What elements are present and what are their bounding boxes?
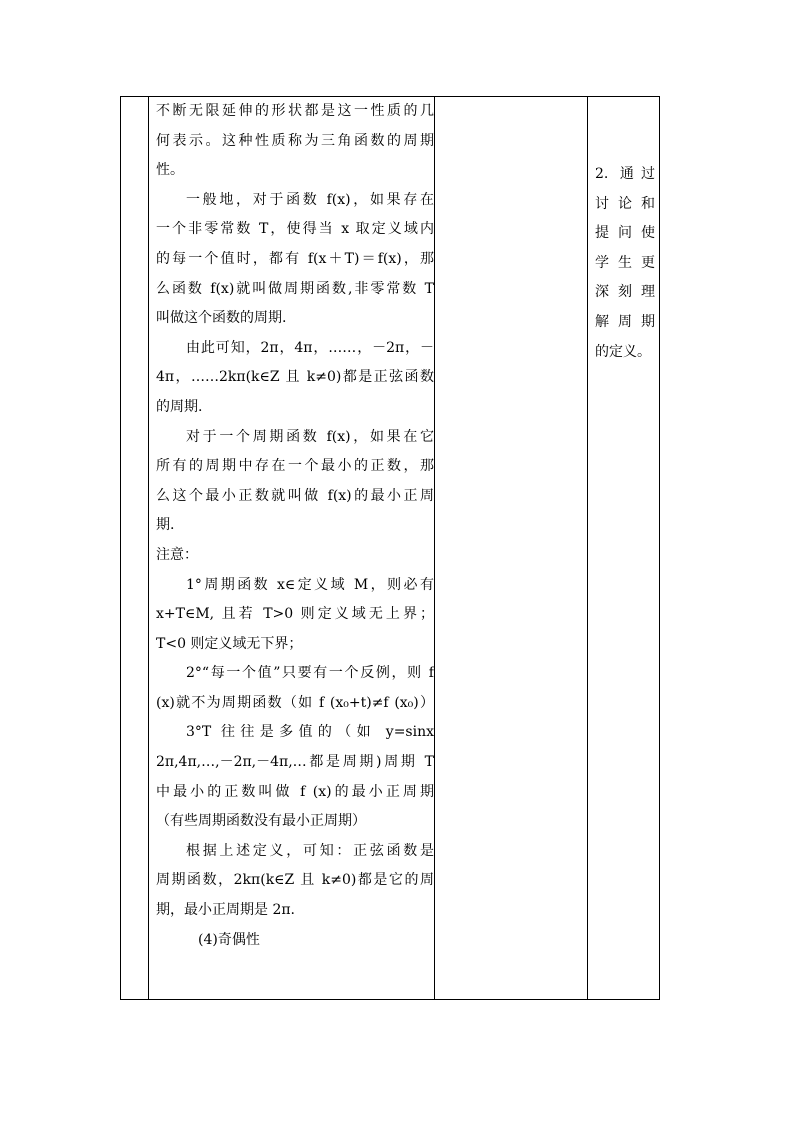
note-line: 的定义。 — [595, 343, 651, 360]
column-divider-2 — [434, 97, 435, 999]
note-line: 解周期 — [595, 313, 655, 330]
text-line: 么这个最小正数就叫做 f(x)的最小正周 — [156, 487, 434, 504]
text-line: 的周期. — [156, 398, 203, 415]
note-line: 学生更 — [595, 254, 655, 271]
text-line: 4π，……2kπ(k∈Z 且 k≠0)都是正弦函数 — [156, 369, 434, 386]
text-line: 么函数 f(x)就叫做周期函数,非零常数 T — [156, 280, 434, 297]
text-line: 由此可知，2π，4π，……，－2π，－ — [186, 339, 434, 356]
text-line: 性。 — [156, 162, 184, 179]
text-line: 对于一个周期函数 f(x)，如果在它 — [186, 428, 434, 445]
text-line: 的每一个值时，都有 f(x＋T)＝f(x)，那 — [156, 250, 434, 267]
text-line: （有些周期函数没有最小正周期） — [156, 813, 366, 830]
text-line: 不断无限延伸的形状都是这一性质的几 — [156, 103, 434, 119]
text-line: 何表示。这种性质称为三角函数的周期 — [156, 132, 434, 149]
text-line: 一般地，对于函数 f(x)，如果存在 — [186, 191, 434, 208]
text-line: 一个非零常数 T，使得当 x 取定义域内 — [156, 221, 434, 238]
column-divider-3 — [587, 97, 588, 999]
text-line: 期，最小正周期是 2π. — [156, 902, 296, 919]
text-line: 根据上述定义，可知：正弦函数是 — [186, 842, 434, 859]
note-line: 2. 通过 — [595, 166, 655, 182]
content-cell — [156, 97, 434, 955]
text-line: x+T∈M, 且若 T>0 则定义域无上界； — [156, 606, 434, 623]
text-line: 3°T 往往是多值的（如 y=sinx — [186, 724, 434, 741]
text-line: (x)就不为周期函数（如 f (x₀+t)≠f (x₀)） — [156, 694, 434, 711]
text-line: 期. — [156, 517, 175, 534]
notes-cell — [595, 160, 655, 367]
text-line: 2π,4π,…,－2π,－4π,…都是周期)周期 T — [156, 754, 434, 771]
text-line: (4)奇偶性 — [198, 931, 260, 948]
note-line: 讨论和 — [595, 195, 655, 212]
text-line: 2°“每一个值”只要有一个反例，则 f — [186, 665, 434, 682]
text-line: 所有的周期中存在一个最小的正数，那 — [156, 458, 434, 475]
lesson-table — [120, 96, 660, 1000]
note-line: 提问使 — [595, 225, 655, 242]
note-line: 深刻理 — [595, 284, 655, 301]
text-line: 注意： — [156, 546, 198, 563]
text-line: 1°周期函数 x∈定义域 M，则必有 — [186, 576, 434, 593]
text-line: 周期函数，2kπ(k∈Z 且 k≠0)都是它的周 — [156, 872, 434, 889]
text-line: T<0 则定义域无下界； — [156, 635, 303, 652]
text-line: 叫做这个函数的周期. — [156, 310, 287, 327]
text-line: 中最小的正数叫做 f (x)的最小正周期 — [156, 783, 434, 800]
column-divider-1 — [148, 97, 149, 999]
